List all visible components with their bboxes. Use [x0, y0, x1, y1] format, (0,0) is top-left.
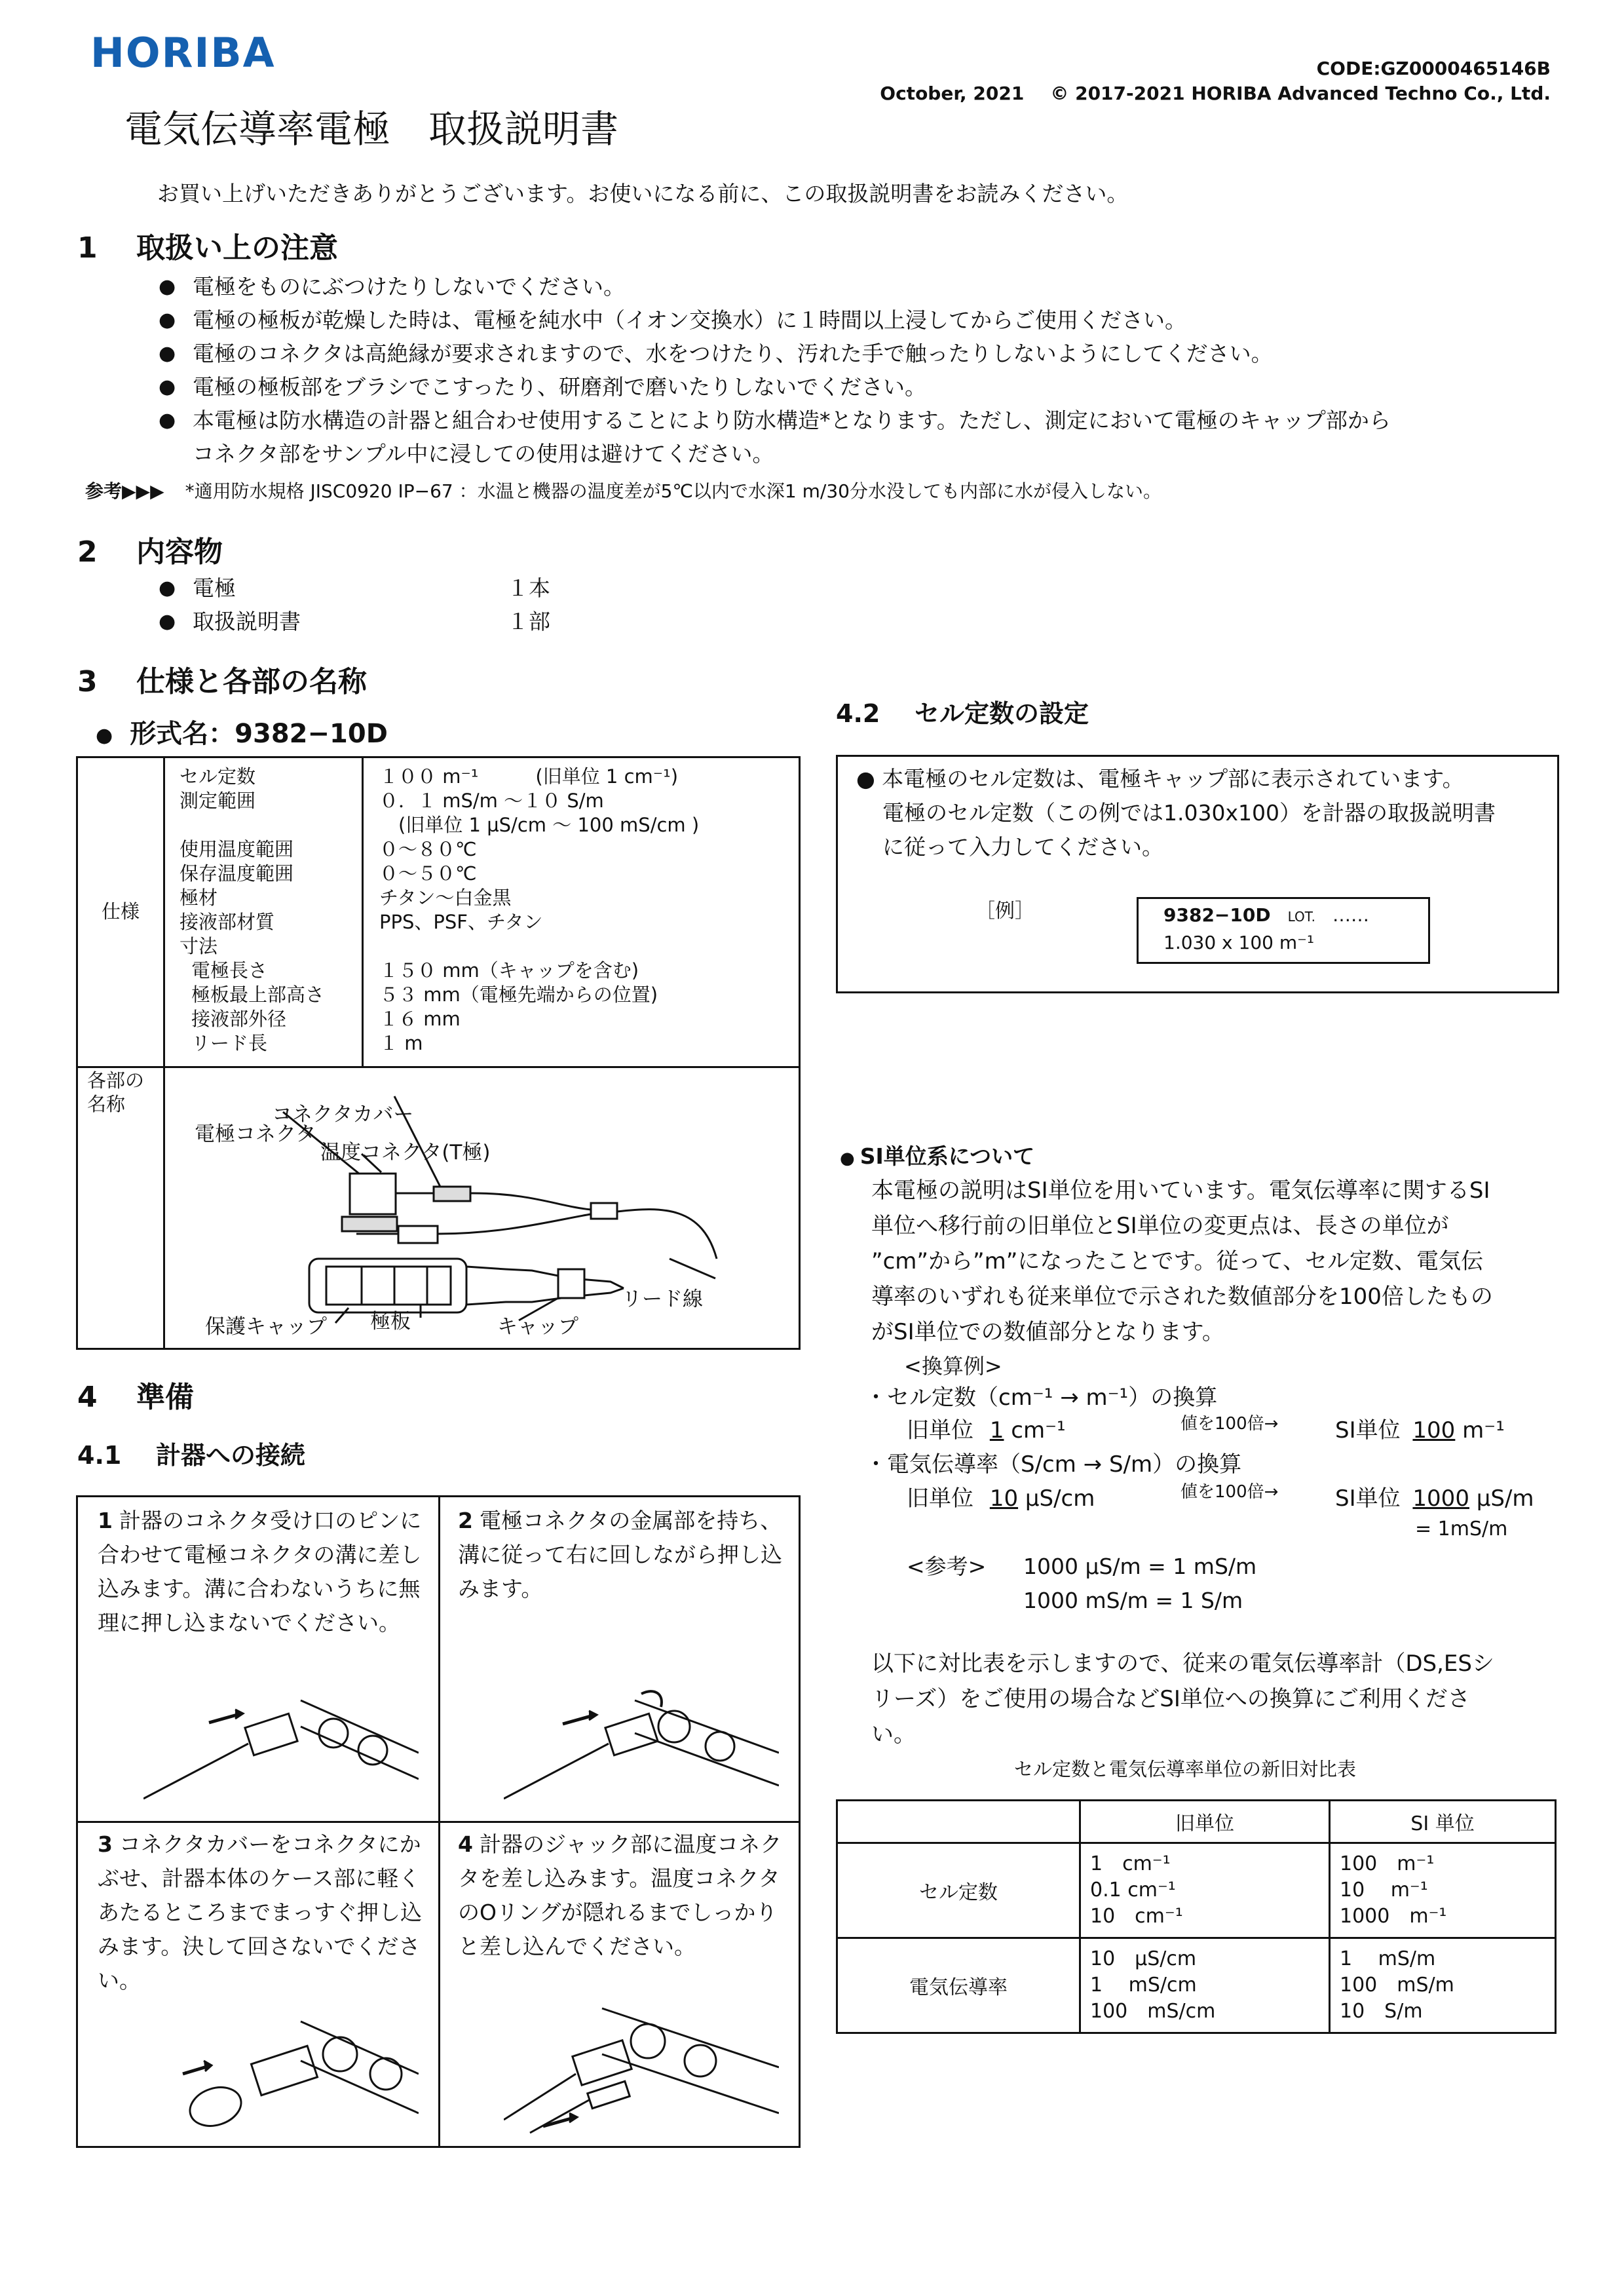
spec-label: 仕様	[102, 900, 140, 923]
list-item-text: 本電極は防水構造の計器と組合わせ使用することにより防水構造*となります。ただし、測定において電極のキャップ部から	[193, 408, 1391, 433]
list-item	[159, 571, 550, 605]
text-line: ”cm”から”m”になったことです。従って、セル定数、電気伝	[871, 1248, 1483, 1274]
reference-label: 参考▶▶▶	[85, 480, 164, 502]
new-unit-label: SI単位	[1335, 1417, 1401, 1444]
section-4-heading	[77, 1373, 194, 1415]
spec-key: 接液部材質	[179, 911, 275, 933]
connection-steps	[76, 1495, 801, 2148]
cell-value: 1 mS/cm	[1090, 1974, 1197, 1997]
subsection-4-1-heading	[77, 1435, 305, 1471]
date: October, 2021	[880, 83, 1025, 104]
cell-constant-text	[856, 762, 1496, 864]
copyright: © 2017-2021 HORIBA Advanced Techno Co., Ltd.	[1050, 83, 1551, 104]
old-unit-label: 旧単位	[907, 1417, 973, 1444]
conversion-1	[907, 1413, 1066, 1448]
section-number: 4.2	[836, 699, 880, 728]
spec-value: ５３ mm（電極先端からの位置)	[379, 984, 658, 1006]
conversion-2	[907, 1481, 1095, 1516]
horiba-logo: HORIBA	[90, 29, 276, 77]
conversion-1-result	[1335, 1413, 1505, 1448]
section-title: 取扱い上の注意	[136, 231, 338, 265]
cell-value: 10 S/m	[1340, 2000, 1423, 2023]
section-number: 4	[77, 1381, 98, 1414]
section-title: 内容物	[136, 535, 223, 569]
list-item-text: コネクタ部をサンプル中に浸しての使用は避けてください。	[193, 441, 774, 467]
spec-value: チタン〜白金黒	[379, 887, 512, 909]
spec-key: 接液部外径	[191, 1008, 287, 1030]
conversion-2-title: ・電気伝導率（S/cm → S/m）の換算	[865, 1451, 1242, 1478]
text-line: リーズ）をご使用の場合などSI単位への換算にご利用くださ	[871, 1686, 1470, 1712]
text-line: 以下に対比表を示しますので、従来の電気伝導率計（DS,ESシ	[871, 1651, 1494, 1677]
table-row	[837, 1843, 1556, 1938]
conversion-example-heading: <換算例>	[904, 1354, 1002, 1379]
bullet-icon: ●	[159, 309, 176, 332]
cell-constant-box	[836, 755, 1559, 993]
item-qty: １部	[507, 609, 550, 634]
date-line	[880, 83, 1551, 104]
cap-label: キャップ	[497, 1315, 578, 1339]
reference-2: 1000 mS/m = 1 S/m	[1023, 1588, 1243, 1613]
bullet-icon: ●	[159, 577, 176, 600]
spec-value: １００ m⁻¹ (旧単位 1 cm⁻¹)	[379, 765, 679, 788]
spec-table	[76, 756, 801, 1068]
label-model: 9382−10D	[1163, 904, 1271, 926]
connector-cover-label: コネクタカバー	[272, 1103, 414, 1126]
section-2-heading	[77, 528, 223, 570]
list-item-text: 電極のコネクタは高絶縁が要求されますので、水をつけたり、汚れた手で触ったりしないようにしてください。	[193, 341, 1273, 366]
text-line: 導率のいずれも従来単位で示された数値部分を100倍したもの	[871, 1284, 1493, 1310]
table-header-cell: SI 単位	[1330, 1801, 1556, 1843]
spec-key-list	[179, 765, 324, 1056]
list-item	[159, 404, 1567, 437]
text-line: い。	[871, 1721, 916, 1748]
cell-value: 1000 m⁻¹	[1340, 1905, 1447, 1928]
bullet-icon: ●	[159, 409, 176, 432]
temp-connector-label: 温度コネクタ(T極)	[320, 1141, 491, 1164]
step-text: コネクタカバーをコネクタにかぶせ、計器本体のケース部に軽くあたるところまでまっすぐ押し込みます。決して回さないでください。	[98, 1831, 422, 1993]
table-row	[837, 1938, 1556, 2033]
spec-key: 使用温度範囲	[179, 838, 294, 860]
new-unit-unit: µS/m	[1476, 1485, 1534, 1512]
section-title: セル定数の設定	[915, 699, 1089, 728]
table-header-cell: 旧単位	[1080, 1801, 1330, 1843]
old-unit-value: 1	[989, 1417, 1004, 1444]
bullet-icon: ●	[159, 610, 176, 633]
section-number: 1	[77, 231, 98, 265]
old-unit-cell	[1080, 1938, 1330, 2033]
step-2	[458, 1504, 785, 1606]
text-line: がSI単位での数値部分となります。	[871, 1319, 1224, 1345]
step-1	[98, 1504, 425, 1640]
list-item	[159, 605, 550, 638]
spec-key: 電極長さ	[191, 959, 268, 982]
item-name: 電極	[193, 575, 236, 601]
protect-cap-label: 保護キャップ	[205, 1315, 327, 1339]
item-name: 取扱説明書	[193, 609, 301, 634]
old-unit-cell	[1080, 1843, 1330, 1938]
new-unit-value: 1000	[1412, 1485, 1469, 1512]
spec-key: リード長	[191, 1032, 268, 1054]
old-unit-value: 10	[989, 1485, 1019, 1512]
spec-value: １６ mm	[379, 1008, 461, 1030]
section-number: 2	[77, 535, 98, 569]
label-lot: LOT.	[1287, 909, 1315, 925]
spec-value: １５０ mm（キャップを含む)	[379, 959, 639, 982]
cell-value: 1 mS/m	[1340, 1947, 1436, 1970]
spec-value: ０〜８０℃	[379, 838, 477, 860]
section-number: 3	[77, 665, 98, 698]
model-name-text: 形式名：9382−10D	[130, 719, 388, 749]
si-title: SI単位系について	[859, 1143, 1035, 1169]
section-1-heading	[77, 224, 338, 266]
new-unit-unit: m⁻¹	[1462, 1417, 1505, 1444]
list-item-text: 電極の極板が乾燥した時は、電極を純水中（イオン交換水）に１時間以上浸してからご使用ください。	[193, 307, 1187, 333]
unit-comparison-table	[836, 1799, 1557, 2034]
label-value: 1.030 x 100 m⁻¹	[1163, 932, 1315, 953]
step-text: 電極コネクタの金属部を持ち、溝に従って右に回しながら押し込みます。	[458, 1508, 782, 1601]
step-4	[458, 1827, 785, 1964]
section-title: 準備	[136, 1381, 194, 1414]
bullet-icon: ●	[840, 1149, 855, 1168]
reference-note	[85, 477, 1161, 503]
spec-key: 寸法	[179, 935, 218, 957]
spec-value: (旧単位 1 µS/cm 〜 100 mS/cm )	[379, 814, 700, 836]
step-1-illustration	[143, 1687, 419, 1812]
spec-key: 極材	[179, 887, 218, 909]
conversion-2-equivalent: = 1mS/m	[1415, 1518, 1508, 1540]
new-unit-value: 100	[1412, 1417, 1456, 1444]
table-header-cell	[837, 1801, 1080, 1843]
step-2-illustration	[504, 1674, 779, 1812]
reference-1: 1000 µS/m = 1 mS/m	[1023, 1554, 1257, 1579]
step-4-illustration	[504, 1995, 779, 2139]
spec-value: ０〜５０℃	[379, 862, 477, 885]
si-paragraph	[871, 1173, 1493, 1350]
spec-values	[379, 765, 699, 1056]
spec-value: ０．１ mS/m 〜１０ S/m	[379, 790, 604, 812]
spec-value: １ m	[379, 1032, 423, 1054]
table-intro	[871, 1646, 1494, 1752]
document-code: CODE:GZ0000465146B	[1316, 58, 1551, 79]
parts-label-cell	[78, 1062, 165, 1348]
bullet-icon: ●	[96, 723, 113, 747]
step-text: 計器のコネクタ受け口のピンに合わせて電極コネクタの溝に差し込みます。溝に合わないうちに無理に押し込まないでください。	[98, 1508, 422, 1636]
bullet-icon: ●	[159, 342, 176, 365]
subsection-4-2-heading	[836, 693, 1089, 729]
list-item	[159, 337, 1567, 370]
text-line: ● 本電極のセル定数は、電極キャップ部に表示されています。	[856, 766, 1464, 792]
si-heading	[840, 1139, 1034, 1176]
parts-label: 各部の名称	[87, 1069, 145, 1115]
cell-value: 100 m⁻¹	[1340, 1852, 1435, 1875]
caution-list	[159, 270, 1567, 470]
spec-key: 測定範囲	[179, 790, 256, 812]
conversion-2-result	[1335, 1481, 1534, 1516]
conversion-1-title: ・セル定数（cm⁻¹ → m⁻¹）の換算	[865, 1385, 1218, 1411]
intro-text: お買い上げいただきありがとうございます。お使いになる前に、この取扱説明書をお読みください。	[157, 181, 1129, 206]
step-number: 2	[458, 1508, 473, 1533]
parts-diagram-box	[76, 1062, 801, 1350]
plate-label: 極板	[370, 1310, 411, 1333]
old-unit-label: 旧単位	[907, 1485, 973, 1512]
section-title: 仕様と各部の名称	[136, 665, 367, 698]
spec-key	[179, 813, 324, 837]
electrode-connector-label: 電極コネクタ	[195, 1122, 316, 1146]
spec-key: 極板最上部高さ	[191, 984, 325, 1006]
spec-keys	[165, 758, 364, 1066]
cell-value: 10 m⁻¹	[1340, 1879, 1428, 1902]
spec-value	[379, 934, 699, 959]
reference-label: <参考>	[907, 1554, 987, 1579]
old-unit-unit: cm⁻¹	[1011, 1417, 1066, 1444]
contents-list	[159, 571, 550, 638]
table-caption: セル定数と電気伝導率単位の新旧対比表	[1014, 1758, 1357, 1780]
cap-label-example	[1137, 897, 1430, 964]
list-item	[159, 270, 1567, 303]
step-text: 計器のジャック部に温度コネクタを差し込みます。温度コネクタのOリングが隠れるまでしっかりと差し込んでください。	[458, 1831, 782, 1959]
item-qty: １本	[507, 575, 550, 601]
label-dots: ……	[1332, 904, 1369, 926]
conversion-2-arrow: 値を100倍→	[1180, 1482, 1279, 1502]
step-3-illustration	[143, 1995, 419, 2139]
text-line: 本電極の説明はSI単位を用いています。電気伝導率に関するSI	[871, 1177, 1490, 1204]
list-item	[159, 370, 1567, 404]
cell-value: 1 cm⁻¹	[1090, 1852, 1171, 1875]
table-header-row	[837, 1801, 1556, 1843]
spec-key: セル定数	[179, 765, 256, 788]
reference-text: *適用防水規格 JISC0920 IP−67 ：水温と機器の温度差が5℃以内で水深1 m/30分水没しても内部に水が侵入しない。	[185, 480, 1161, 502]
row-label: 電気伝導率	[837, 1938, 1080, 2033]
page-title: 電気伝導率電極 取扱説明書	[124, 107, 619, 151]
model-name	[96, 713, 388, 750]
new-unit-label: SI単位	[1335, 1485, 1401, 1512]
cell-value: 100 mS/cm	[1090, 2000, 1216, 2023]
lead-wire-label: リード線	[622, 1288, 703, 1311]
list-item	[159, 303, 1567, 337]
step-number: 1	[98, 1508, 113, 1533]
section-3-heading	[77, 658, 367, 700]
text-line: 電極のセル定数（この例では1.030x100）を計器の取扱説明書	[882, 800, 1496, 826]
spec-value: PPS、PSF、チタン	[379, 911, 543, 933]
section-title: 計器への接続	[156, 1441, 306, 1470]
step-number: 3	[98, 1831, 113, 1857]
text-line: 単位へ移行前の旧単位とSI単位の変更点は、長さの単位が	[871, 1213, 1449, 1239]
bullet-icon: ●	[159, 275, 176, 298]
cell-value: 10 cm⁻¹	[1090, 1905, 1183, 1928]
cell-value: 100 mS/m	[1340, 1974, 1454, 1997]
list-item-text: 電極の極板部をブラシでこすったり、研磨剤で磨いたりしないでください。	[193, 374, 927, 400]
list-item-text: 電極をものにぶつけたりしないでください。	[193, 274, 625, 299]
spec-label-cell	[78, 758, 165, 1066]
row-label: セル定数	[837, 1843, 1080, 1938]
cell-value: 10 µS/cm	[1090, 1947, 1197, 1970]
cell-value: 0.1 cm⁻¹	[1090, 1879, 1176, 1902]
section-number: 4.1	[77, 1441, 122, 1470]
text-line: に従って入力してください。	[882, 834, 1163, 860]
si-unit-cell	[1330, 1938, 1556, 2033]
si-unit-cell	[1330, 1843, 1556, 1938]
step-number: 4	[458, 1831, 473, 1857]
list-item-continuation	[159, 437, 1567, 470]
example-label: ［例］	[975, 900, 1034, 923]
step-3	[98, 1827, 425, 1998]
conversion-1-arrow: 値を100倍→	[1180, 1414, 1279, 1434]
spec-key: 保存温度範囲	[179, 862, 294, 885]
bullet-icon: ●	[159, 375, 176, 398]
old-unit-unit: µS/cm	[1025, 1485, 1095, 1512]
